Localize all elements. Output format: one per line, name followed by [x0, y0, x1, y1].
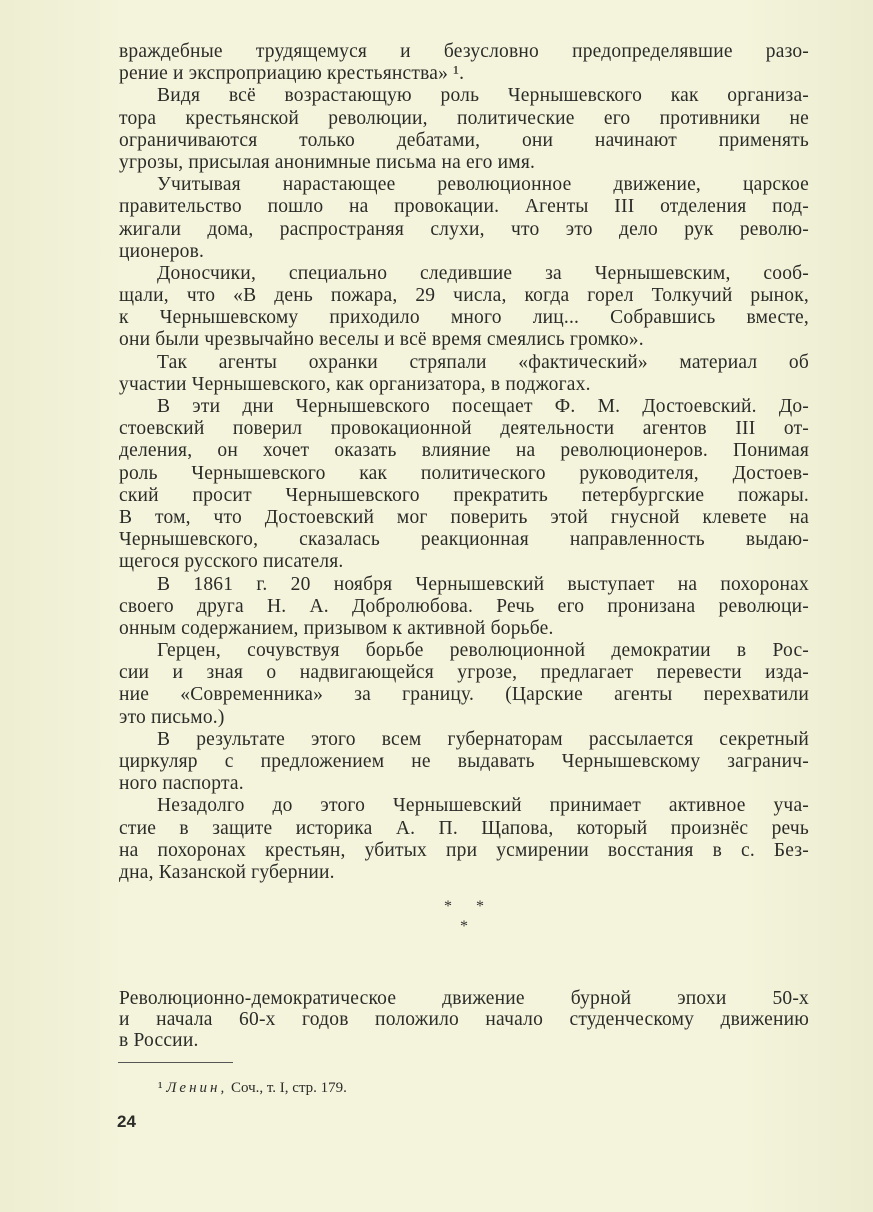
paragraph — [119, 396, 809, 574]
text-line: В результате этого всем губернаторам рассылается секретный — [157, 728, 809, 750]
text-line: враждебные трудящемуся и безусловно предопределявшие разо- — [119, 41, 809, 62]
text-line: ние «Современника» за границу. (Царские агенты перехватили — [119, 684, 809, 706]
paragraph — [119, 41, 809, 85]
footnote-divider — [118, 1062, 233, 1063]
page-number: 24 — [117, 1112, 136, 1131]
text-line: циркуляр с предложением не выдавать Чернышевскому загранич- — [119, 751, 809, 772]
final-paragraph — [119, 988, 809, 1051]
asterisk: * — [444, 898, 452, 915]
text-line: участии Чернышевского, как организатора, в поджогах. — [119, 373, 591, 395]
text-line: сии и зная о надвигающейся угрозе, предлагает перевести изда- — [119, 662, 809, 684]
text-line: онным содержанием, призывом к активной борьбе. — [119, 617, 554, 639]
text-line: угрозы, присылая анонимные письма на его имя. — [119, 151, 536, 173]
text-line: Революционно-демократическое движение бурной эпохи 50-х — [119, 988, 809, 1009]
text-line: своего друга Н. А. Добролюбова. Речь его пронизана революци- — [119, 595, 809, 617]
text-line: это письмо.) — [119, 706, 225, 728]
text-line: к Чернышевскому приходило много лиц... Собравшись вместе, — [119, 307, 809, 329]
text-line: дна, Казанской губернии. — [119, 861, 335, 883]
section-break — [440, 898, 490, 938]
text-line: В эти дни Чернышевского посещает Ф. М. Достоевский. До- — [157, 396, 809, 417]
text-line: В 1861 г. 20 ноября Чернышевский выступает на похоронах — [157, 573, 809, 595]
text-line: В том, что Достоевский мог поверить этой гнусной клевете на — [119, 506, 809, 528]
paragraph — [119, 795, 809, 884]
text-line: в России. — [119, 1030, 199, 1051]
text-line: роль Чернышевского как политического руководителя, Достоев- — [119, 462, 809, 484]
text-line: Видя всё возрастающую роль Чернышевского как организа- — [157, 85, 809, 107]
text-line: Чернышевского, сказалась реакционная направленность выдаю- — [119, 529, 809, 551]
text-line: деления, он хочет оказать влияние на революционеров. Понимая — [119, 440, 809, 462]
text-line: тора крестьянской революции, политические его противники не — [119, 107, 809, 129]
text-line: они были чрезвычайно веселы и всё время смеялись громко». — [119, 329, 644, 351]
asterisk: * — [460, 918, 468, 935]
text-line: щегося русского писателя. — [119, 551, 344, 573]
paragraph — [119, 729, 809, 796]
text-line: Так агенты охранки стряпали «фактический» материал об — [157, 351, 809, 373]
paragraph — [119, 352, 809, 396]
text-line: стие в защите историка А. П. Щапова, который произнёс речь — [119, 817, 809, 839]
text-line: рение и экспроприацию крестьянства» ¹. — [119, 63, 465, 85]
text-line: ного паспорта. — [119, 773, 244, 795]
main-text — [119, 41, 809, 884]
footnote-author: Ленин, — [166, 1080, 228, 1096]
text-line: ский просит Чернышевского прекратить петербургские пожары. — [119, 484, 809, 506]
text-line: Доносчики, специально следившие за Чернышевским, сооб- — [157, 262, 809, 284]
text-line: ционеров. — [119, 240, 205, 262]
paragraph — [119, 263, 809, 352]
paragraph — [119, 85, 809, 174]
paragraph — [119, 174, 809, 263]
text-line: Незадолго до этого Чернышевский принимает активное уча- — [157, 795, 809, 817]
text-line: Учитывая нарастающее революционное движение, царское — [157, 174, 809, 196]
footnote — [158, 1080, 347, 1097]
text-line: ограничиваются только дебатами, они начинают применять — [119, 129, 809, 151]
paragraph — [119, 640, 809, 729]
text-line: на похоронах крестьян, убитых при усмирении восстания в с. Без- — [119, 839, 809, 861]
text-line: правительство пошло на провокации. Агенты III отделения под- — [119, 196, 809, 218]
footnote-text: Соч., т. I, стр. 179. — [230, 1080, 347, 1096]
text-line: щали, что «В день пожара, 29 числа, когда горел Толкучий рынок, — [119, 285, 809, 307]
text-line: жигали дома, распространяя слухи, что это дело рук револю- — [119, 218, 809, 240]
asterisk: * — [476, 898, 484, 915]
text-line: и начала 60-х годов положило начало студенческому движению — [119, 1009, 809, 1030]
footnote-marker: ¹ — [158, 1080, 163, 1096]
text-line: Герцен, сочувствуя борьбе революционной демократии в Рос- — [157, 640, 809, 662]
paragraph — [119, 574, 809, 641]
text-line: стоевский поверил провокационной деятельности агентов III от- — [119, 418, 809, 440]
